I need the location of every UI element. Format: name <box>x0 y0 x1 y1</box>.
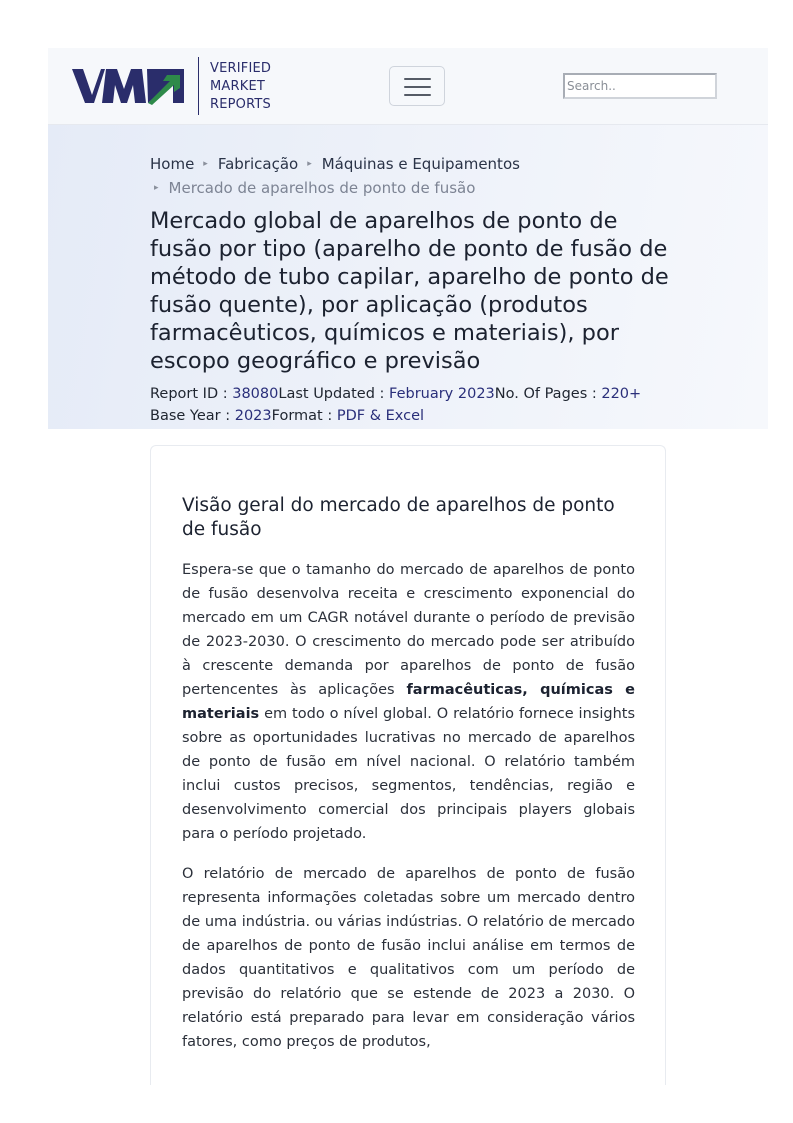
breadcrumb-maquinas-link[interactable]: Máquinas e Equipamentos <box>321 155 520 173</box>
logo-divider <box>198 57 199 115</box>
base-year-value: 2023 <box>234 408 272 424</box>
last-updated-value: February 2023 <box>389 386 495 402</box>
breadcrumb-fabricacao-link[interactable]: Fabricação <box>217 155 299 173</box>
vmr-logo-icon[interactable] <box>72 67 184 105</box>
breadcrumb-home-link[interactable]: Home <box>150 155 195 173</box>
last-updated-label: Last Updated : <box>278 386 390 402</box>
overview-body <box>182 558 635 1070</box>
format-label: Format : <box>271 408 337 424</box>
overview-heading: Visão geral do mercado de aparelhos de ponto de fusão <box>182 495 615 540</box>
report-meta-row-2 <box>150 405 641 427</box>
search-input[interactable] <box>563 73 717 99</box>
report-meta-row-1 <box>150 383 641 405</box>
chevron-right-icon: ▸ <box>307 159 312 169</box>
p1-highlight: farmacêuticas, químicas e materiais <box>182 682 635 722</box>
format-value: PDF & Excel <box>336 408 425 424</box>
pages-value: 220+ <box>601 386 642 402</box>
hamburger-icon-bar <box>404 78 431 80</box>
report-id-label: Report ID : <box>150 386 233 402</box>
page-title: Mercado global de aparelhos de ponto de fusão por tipo (aparelho de ponto de fusão de método de tubo capilar, aparelho de ponto de fusão quente), por aplicação (produtos farmacêuticos, químicos e materiais), por escopo geográfico e previsão <box>150 208 669 374</box>
hamburger-icon-bar <box>404 86 431 88</box>
brand-wordmark[interactable] <box>210 60 271 114</box>
p1-text-end: em todo o nível global. O relatório fornece insights sobre as oportunidades lucrativas no mercado de aparelhos de ponto de fusão em nível nacional. O relatório também inclui custos precisos, segmentos, tendências, região e desenvolvimento comercial dos principais players globais para o período projetado. <box>182 706 635 842</box>
breadcrumb-current: Mercado de aparelhos de ponto de fusão <box>168 179 476 197</box>
report-id-value: 38080 <box>232 386 279 402</box>
report-hero <box>48 125 768 429</box>
hamburger-icon-bar <box>404 94 431 96</box>
p1-text-start: Espera-se que o tamanho do mercado de aparelhos de ponto de fusão desenvolva receita e crescimento exponencial do mercado em um CAGR notável durante o período de previsão de 2023-2030. O crescimento do mercado pode ser atribuído à crescente demanda por aparelhos de ponto de fusão pertencentes às aplicações <box>182 562 635 698</box>
overview-card <box>150 445 666 1085</box>
pages-label: No. Of Pages : <box>494 386 602 402</box>
base-year-label: Base Year : <box>150 408 235 424</box>
chevron-right-icon: ▸ <box>203 159 208 169</box>
brand-line-3: REPORTS <box>210 97 271 112</box>
brand-line-1: VERIFIED <box>210 61 272 76</box>
breadcrumb <box>150 152 650 200</box>
site-header <box>48 48 768 125</box>
chevron-right-icon: ▸ <box>154 183 159 193</box>
menu-toggle-button[interactable] <box>389 66 445 106</box>
overview-paragraph-1 <box>182 558 635 846</box>
report-meta <box>150 383 641 427</box>
overview-paragraph-2: O relatório de mercado de aparelhos de ponto de fusão representa informações coletadas sobre um mercado dentro de uma indústria. ou várias indústrias. O relatório de mercado de aparelhos de ponto de fusão inclui análise em termos de dados quantitativos e qualitativos com um período de previsão do relatório que se estende de 2023 a 2030. O relatório está preparado para levar em consideração vários fatores, como preços de produtos, <box>182 866 635 1050</box>
brand-line-2: MARKET <box>210 79 266 94</box>
